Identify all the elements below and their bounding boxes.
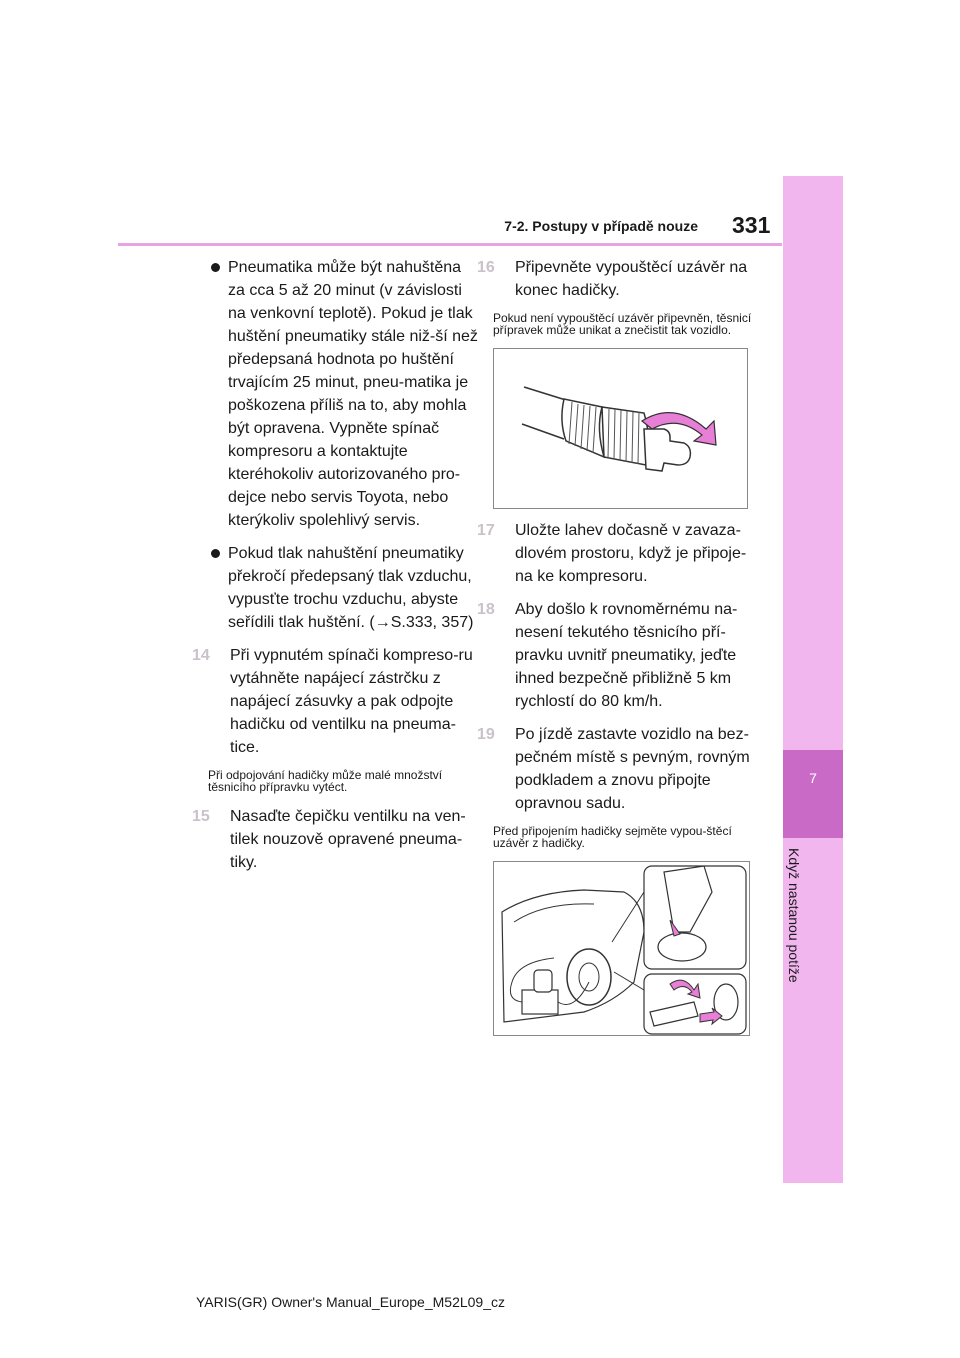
step-14-note: Při odpojování hadičky může malé množství těsnicího přípravku vytéct. xyxy=(208,768,443,794)
car-kit-drawing xyxy=(494,862,749,1035)
right-column xyxy=(477,256,763,1036)
chapter-box xyxy=(783,750,843,838)
bullet-text: Pneumatika může být nahuštěna za cca 5 až 20 minut (v závislosti na venkovní teplotě). Pokud je tlak huštění pneumatiky stále niž-ší než předepsaná hodnota po huštění trvajícím 25 minut, pneu-matika je poškozena příliš na to, aby mohla být opravena. Vypněte spínač kompresoru a kontaktujte kteréhokoliv autorizovaného pro-dejce nebo servis Toyota, nebo kterýkoliv spolehlivý servis. xyxy=(228,259,478,529)
hose-cap-illustration xyxy=(493,348,748,509)
car-repair-kit-illustration xyxy=(493,861,750,1036)
step-number: 14 xyxy=(192,647,210,664)
step-number: 17 xyxy=(477,522,495,539)
section-title: 7-2. Postupy v případě nouze xyxy=(504,218,698,234)
side-tab xyxy=(783,176,843,1183)
step-text: Připevněte vypouštěcí uzávěr na konec hadičky. xyxy=(515,259,748,299)
step-number: 15 xyxy=(192,808,210,825)
step-18 xyxy=(477,598,763,713)
step-number: 19 xyxy=(477,726,495,743)
header-rule xyxy=(118,243,782,246)
step-19-note: Před připojením hadičky sejměte vypou-štěcí uzávěr z hadičky. xyxy=(493,824,732,850)
bullet-icon xyxy=(211,549,220,558)
step-text: Při vypnutém spínači kompreso-ru vytáhněte napájecí zástrčku z napájecí zásuvky a pak odpojte hadičku od ventilku na pneuma-tice. xyxy=(230,647,473,756)
step-19 xyxy=(477,723,763,815)
bullet-text: Pokud tlak nahuštění pneumatiky překročí předepsaný tlak vzduchu, vypusťte trochu vzduchu, abyste seřídili tlak huštění. (→S.333, 357) xyxy=(228,545,474,631)
step-text: Aby došlo k rovnoměrnému na-nesení tekutého těsnicího pří-pravku uvnitř pneumatiky, jeďte ihned bezpečně přibližně 5 km rychlostí do 80 km/h. xyxy=(515,601,738,710)
bullet-item xyxy=(208,256,478,532)
step-text: Nasaďte čepičku ventilku na ven-tilek nouzově opravené pneuma-tiky. xyxy=(230,808,466,871)
footer-text: YARIS(GR) Owner's Manual_Europe_M52L09_cz xyxy=(196,1294,505,1310)
bullet-icon xyxy=(211,263,220,272)
step-16 xyxy=(477,256,763,302)
step-16-note: Pokud není vypouštěcí uzávěr připevněn, těsnicí přípravek může unikat a znečistit tak vozidlo. xyxy=(493,311,752,337)
step-text: Po jízdě zastavte vozidlo na bez-pečném místě s pevným, rovným podkladem a znovu připojte opravnou sadu. xyxy=(515,726,750,812)
step-text: Uložte lahev dočasně v zavaza-dlovém prostoru, když je připoje-na ke kompresoru. xyxy=(515,522,747,585)
step-17 xyxy=(477,519,763,588)
left-column xyxy=(192,256,478,884)
bullet-item xyxy=(208,542,478,634)
step-14 xyxy=(192,644,478,759)
page-number: 331 xyxy=(732,212,771,238)
step-number: 18 xyxy=(477,601,495,618)
hose-cap-drawing xyxy=(494,349,747,508)
step-number: 16 xyxy=(477,259,495,276)
chapter-title: Když nastanou potíže xyxy=(786,848,802,983)
step-15 xyxy=(192,805,478,874)
chapter-number: 7 xyxy=(809,770,817,786)
